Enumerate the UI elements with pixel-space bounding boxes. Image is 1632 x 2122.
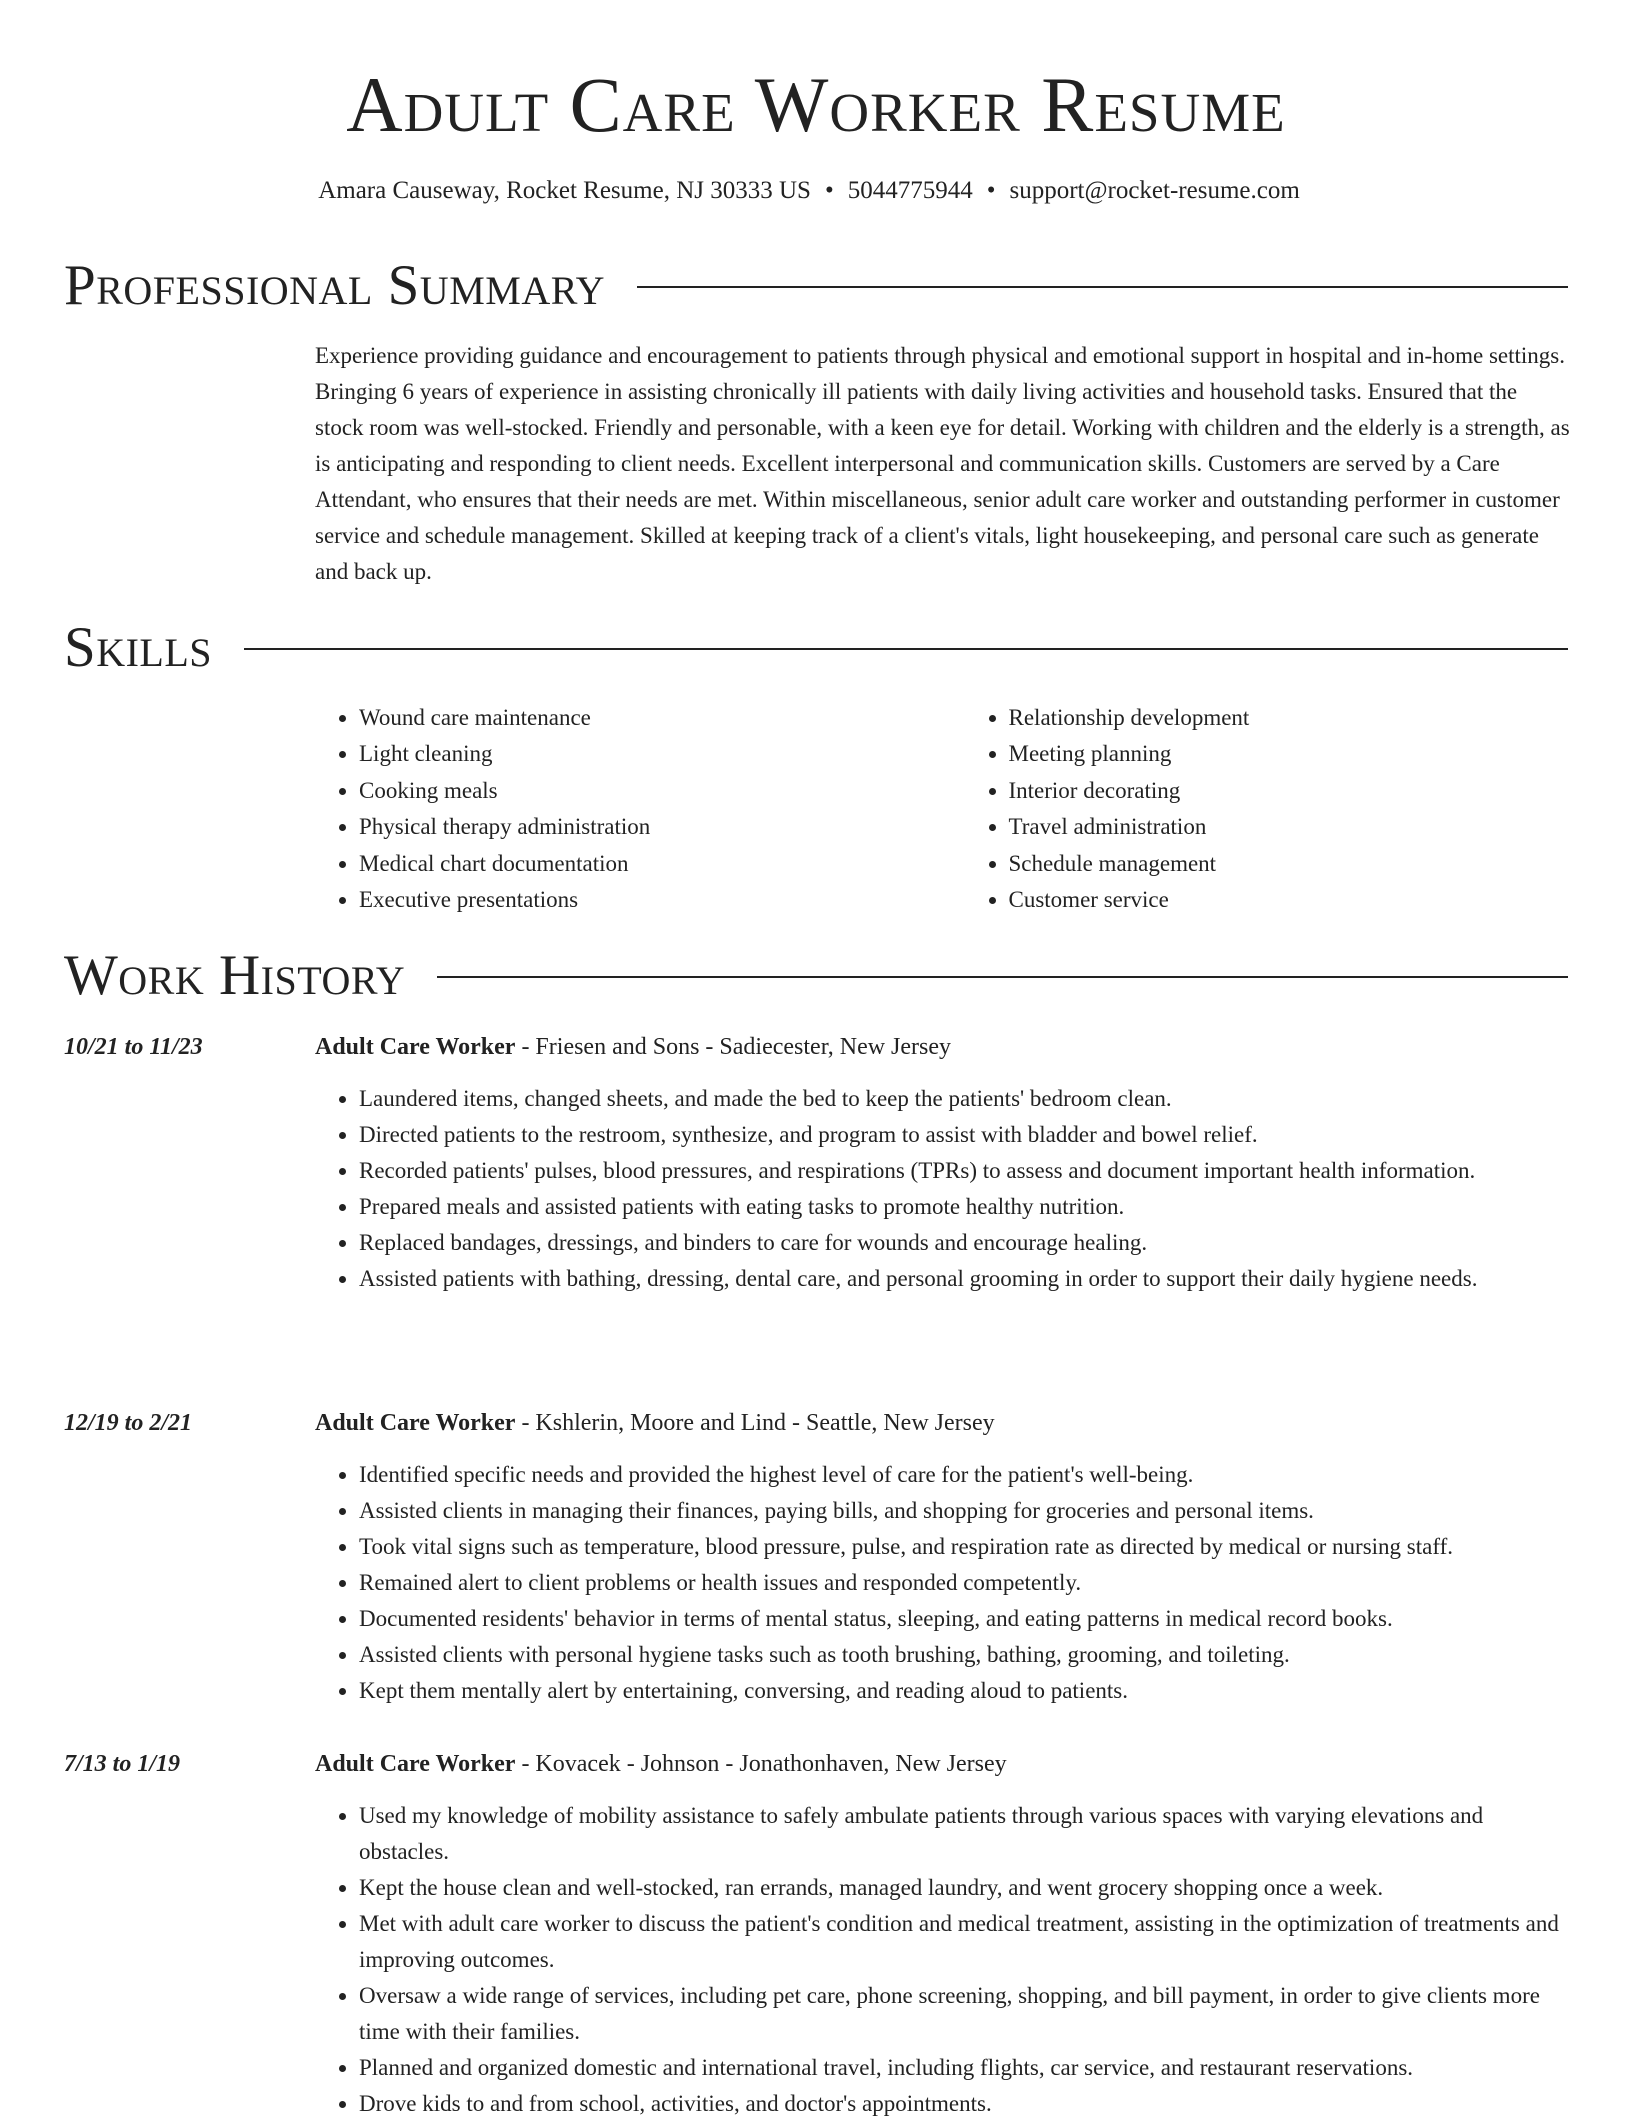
job-duty: • Kept the house clean and well-stocked, ran errands, managed laundry, and went grocery shopping once a week. [359, 1870, 1570, 1906]
skill-item: • Medical chart documentation [359, 846, 921, 882]
job-dates: 7/13 to 1/19 [64, 1751, 181, 1777]
contact-separator: • [986, 177, 996, 204]
skill-item: • Travel administration [1009, 809, 1571, 845]
contact-phone: 5044775944 [847, 177, 973, 204]
skills-column-left [315, 700, 921, 918]
skill-item: • Schedule management [1009, 846, 1571, 882]
job-duty: • Met with adult care worker to discuss the patient's condition and medical treatment, assisting in the optimization of treatments and improving outcomes. [359, 1906, 1570, 1978]
summary-section-header [64, 254, 1568, 318]
work-section-header [64, 944, 1568, 1008]
skill-item: • Relationship development [1009, 700, 1571, 736]
skills-section-header [64, 616, 1568, 680]
resume-title: Adult Care Worker Resume [346, 61, 1286, 148]
skill-item: • Executive presentations [359, 882, 921, 918]
job-heading [315, 1029, 1570, 1065]
job-duty: • Documented residents' behavior in terms of mental status, sleeping, and eating patterns in medical record books. [359, 1601, 1570, 1637]
skill-item: • Light cleaning [359, 736, 921, 772]
job-role: Adult Care Worker [315, 1410, 516, 1436]
job-duty: • Assisted clients with personal hygiene tasks such as tooth brushing, bathing, grooming, and toileting. [359, 1637, 1570, 1673]
job-company: - Kshlerin, Moore and Lind - Seattle, New Jersey [515, 1410, 995, 1436]
job-dates: 12/19 to 2/21 [64, 1410, 193, 1436]
skill-item: • Wound care maintenance [359, 700, 921, 736]
job-duty: • Planned and organized domestic and international travel, including flights, car service, and restaurant reservations. [359, 2050, 1570, 2086]
job-duties [315, 1081, 1570, 1297]
job-duty: • Directed patients to the restroom, synthesize, and program to assist with bladder and bowel relief. [359, 1117, 1570, 1153]
job-duties [315, 1798, 1570, 2122]
contact-address: Amara Causeway, Rocket Resume, NJ 30333 US [318, 177, 811, 204]
job-duty: • Assisted clients in managing their finances, paying bills, and shopping for groceries and personal items. [359, 1493, 1570, 1529]
job-duties [315, 1457, 1570, 1709]
section-divider [637, 286, 1568, 288]
skill-item: • Customer service [1009, 882, 1571, 918]
job-role: Adult Care Worker [315, 1751, 516, 1777]
job-duty: • Assisted patients with bathing, dressing, dental care, and personal grooming in order to support their daily hygiene needs. [359, 1261, 1570, 1297]
section-divider [244, 648, 1568, 650]
skill-item: • Meeting planning [1009, 736, 1571, 772]
work-heading: Work History [64, 944, 406, 1007]
job-duty: • Prepared meals and assisted patients with eating tasks to promote healthy nutrition. [359, 1189, 1570, 1225]
job-duty: • Used my knowledge of mobility assistance to safely ambulate patients through various spaces with varying elevations and obstacles. [359, 1798, 1570, 1870]
job-dates: 10/21 to 11/23 [64, 1034, 203, 1060]
section-divider [437, 976, 1568, 978]
skill-item: • Interior decorating [1009, 773, 1571, 809]
job-duty: • Oversaw a wide range of services, including pet care, phone screening, shopping, and bill payment, in order to give clients more time with their families. [359, 1978, 1570, 2050]
job-duty: • Kept them mentally alert by entertaining, conversing, and reading aloud to patients. [359, 1673, 1570, 1709]
job-duty: • Laundered items, changed sheets, and made the bed to keep the patients' bedroom clean. [359, 1081, 1570, 1117]
job-duty: • Remained alert to client problems or health issues and responded competently. [359, 1565, 1570, 1601]
contact-email: support@rocket-resume.com [1009, 177, 1300, 204]
skill-item: • Cooking meals [359, 773, 921, 809]
skills-column-right [965, 700, 1571, 918]
job-duty: • Identified specific needs and provided the highest level of care for the patient's well-being. [359, 1457, 1570, 1493]
contact-line [0, 174, 1618, 208]
summary-heading: Professional Summary [64, 254, 606, 317]
job-duty: • Drove kids to and from school, activities, and doctor's appointments. [359, 2086, 1570, 2122]
job-company: - Friesen and Sons - Sadiecester, New Jersey [515, 1034, 952, 1060]
job-role: Adult Care Worker [315, 1034, 516, 1060]
skill-item: • Physical therapy administration [359, 809, 921, 845]
contact-separator: • [824, 177, 834, 204]
job-heading [315, 1746, 1570, 1782]
job-duty: • Took vital signs such as temperature, blood pressure, pulse, and respiration rate as directed by medical or nursing staff. [359, 1529, 1570, 1565]
skills-list [315, 700, 1570, 918]
job-duty: • Replaced bandages, dressings, and binders to care for wounds and encourage healing. [359, 1225, 1570, 1261]
job-heading [315, 1405, 1570, 1441]
job-duty: • Recorded patients' pulses, blood pressures, and respirations (TPRs) to assess and document important health information. [359, 1153, 1570, 1189]
summary-text: Experience providing guidance and encouragement to patients through physical and emotional support in hospital and in-home settings. Bringing 6 years of experience in assisting chronically ill patients with daily living activities and household tasks. Ensured that the stock room was well-stocked. Friendly and personable, with a keen eye for detail. Working with children and the elderly is a strength, as is anticipating and responding to client needs. Excellent interpersonal and communication skills. Customers are served by a Care Attendant, who ensures that their needs are met. Within miscellaneous, senior adult care worker and outstanding performer in customer service and schedule management. Skilled at keeping track of a client's vitals, light housekeeping, and personal care such as generate and back up. [315, 343, 1570, 584]
skills-heading: Skills [64, 616, 213, 679]
job-company: - Kovacek - Johnson - Jonathonhaven, New Jersey [515, 1751, 1007, 1777]
